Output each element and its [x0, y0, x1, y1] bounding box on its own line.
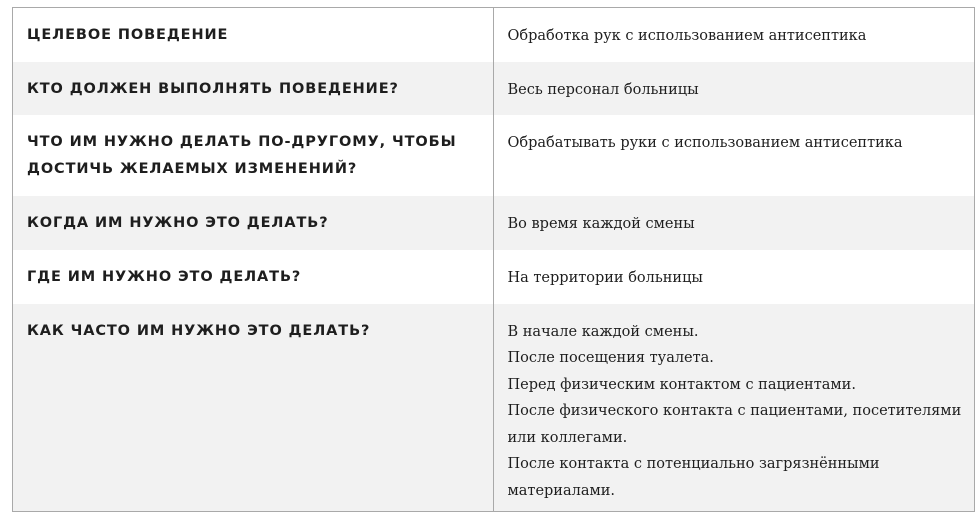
answer-line: На территории больницы	[507, 270, 703, 286]
answer-cell	[493, 8, 974, 62]
behavior-table	[13, 8, 974, 512]
answer-cell	[493, 115, 974, 196]
answer-cell	[493, 196, 974, 250]
answer-cell	[493, 62, 974, 116]
answer-cell	[493, 304, 974, 513]
answer-line: Перед физическим контактом с пациентами.	[507, 376, 856, 393]
table-row	[13, 304, 974, 513]
table-row	[13, 250, 974, 304]
question-cell: ГДЕ ИМ НУЖНО ЭТО ДЕЛАТЬ?	[13, 250, 493, 304]
answer-line: После контакта с потенциально загрязнёнными материалами.	[507, 456, 880, 499]
answer-line: В начале каждой смены.	[507, 323, 699, 340]
answer-line: После посещения туалета.	[507, 350, 714, 366]
answer-line: Весь персонал больницы	[507, 81, 699, 98]
table-row	[13, 115, 974, 196]
answer-line: Обрабатывать руки с использованием антисептика	[507, 135, 903, 151]
behavior-table-container	[12, 7, 975, 512]
question-cell: ЧТО ИМ НУЖНО ДЕЛАТЬ ПО-ДРУГОМУ, ЧТОБЫ ДОСТИЧЬ ЖЕЛАЕМЫХ ИЗМЕНЕНИЙ?	[13, 115, 493, 196]
question-cell: КОГДА ИМ НУЖНО ЭТО ДЕЛАТЬ?	[13, 196, 493, 250]
table-row	[13, 8, 974, 62]
answer-line: После физического контакта с пациентами, посетителями или коллегами.	[507, 403, 962, 446]
table-row	[13, 196, 974, 250]
answer-line: Во время каждой смены	[507, 216, 695, 232]
question-cell: ЦЕЛЕВОЕ ПОВЕДЕНИЕ	[13, 8, 493, 62]
question-cell: КАК ЧАСТО ИМ НУЖНО ЭТО ДЕЛАТЬ?	[13, 304, 493, 513]
answer-cell	[493, 250, 974, 304]
question-cell: КТО ДОЛЖЕН ВЫПОЛНЯТЬ ПОВЕДЕНИЕ?	[13, 62, 493, 116]
table-row	[13, 62, 974, 116]
answer-line: Обработка рук с использованием антисептика	[507, 28, 867, 44]
